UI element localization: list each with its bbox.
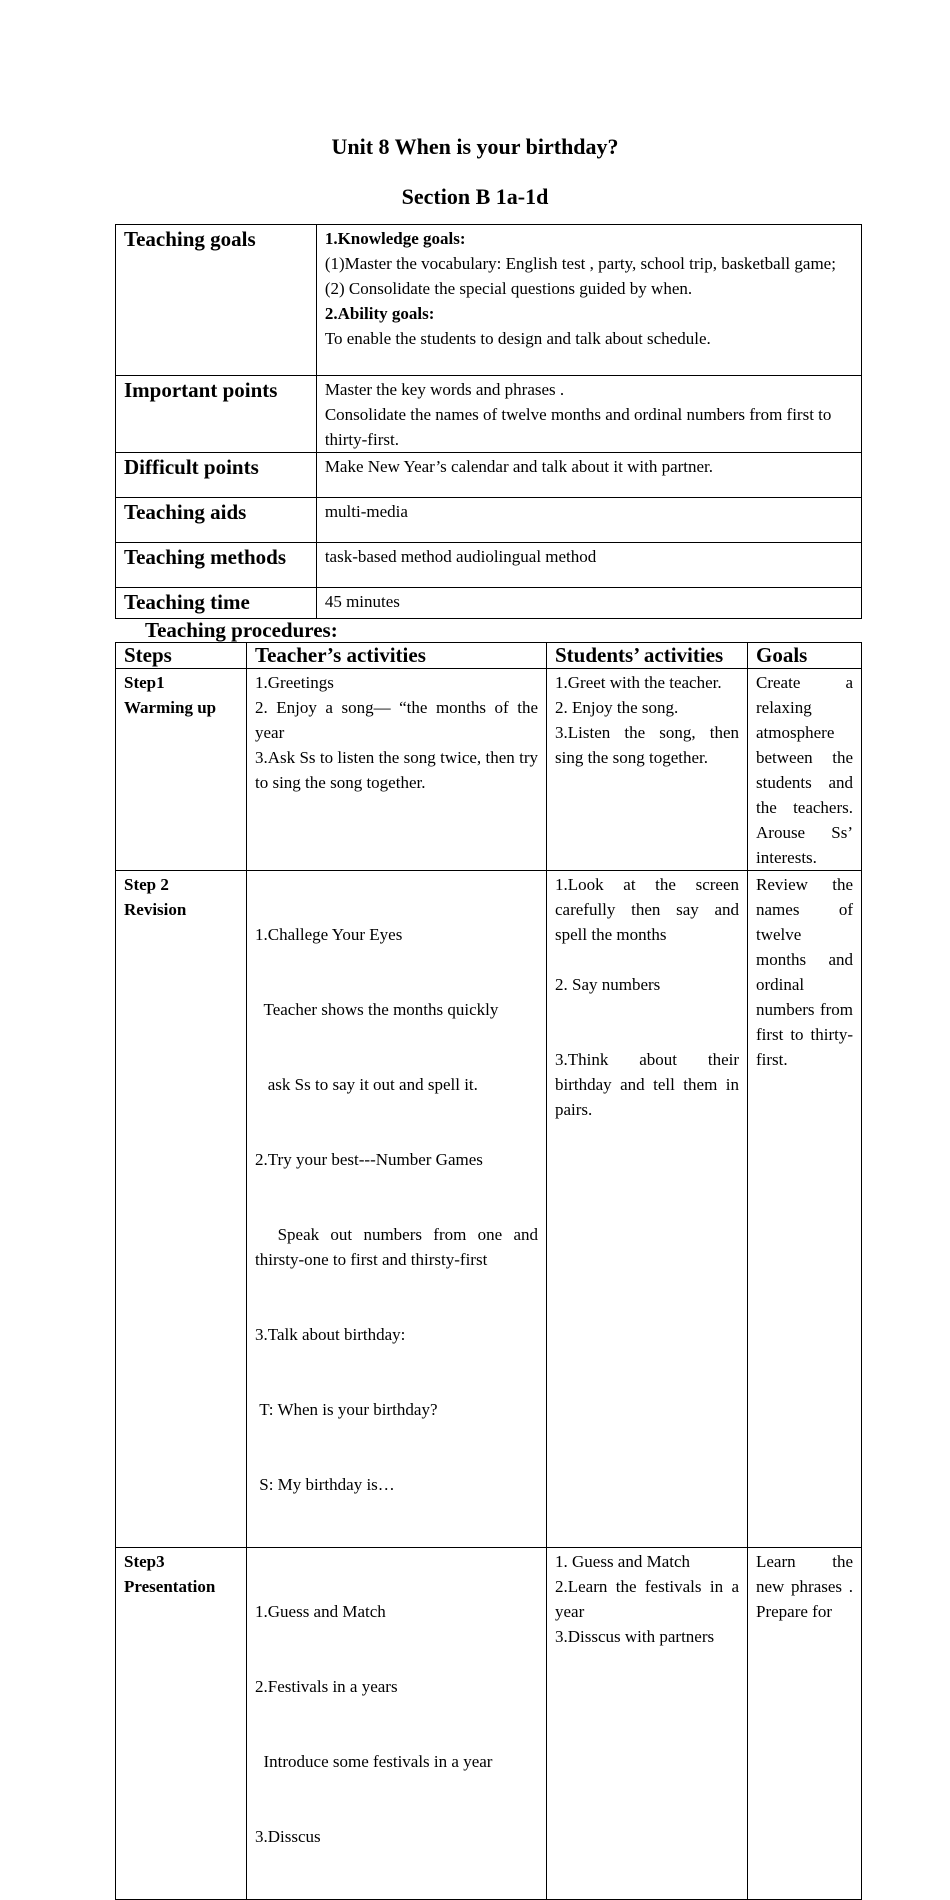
table-row xyxy=(116,1548,862,1900)
column-header-students: Students’ activities xyxy=(547,643,748,669)
teacher-activity: 2. Enjoy a song— “the months of the year xyxy=(255,698,538,742)
teaching-goals-content xyxy=(316,225,861,376)
student-activity: 3.Think about their birthday and tell them in pairs. xyxy=(555,1050,739,1119)
step-name: Revision xyxy=(124,900,187,919)
teacher-activity: 2.Try your best---Number Games xyxy=(255,1150,483,1169)
table-row xyxy=(116,376,862,453)
step-number: Step1 xyxy=(124,673,165,692)
teacher-activity: 3.Disscus xyxy=(255,1827,321,1846)
important-point-1: Master the key words and phrases . xyxy=(324,380,565,399)
table-row xyxy=(116,669,862,871)
teacher-activities-cell xyxy=(247,669,547,871)
teacher-activity: 3.Ask Ss to listen the song twice, then try to sing the song together. xyxy=(255,748,538,792)
table-row xyxy=(116,543,862,588)
teaching-methods-content: task-based method audiolingual method xyxy=(316,543,861,588)
student-activity: 2. Enjoy the song. xyxy=(555,698,679,717)
step-cell xyxy=(116,871,247,1548)
column-header-goals: Goals xyxy=(748,643,862,669)
teacher-activity: 3.Talk about birthday: xyxy=(255,1325,406,1344)
student-activity: 3.Listen the song, then sing the song together. xyxy=(555,723,739,767)
column-header-steps: Steps xyxy=(116,643,247,669)
important-points-label: Important points xyxy=(116,376,317,453)
student-activity: 1.Greet with the teacher. xyxy=(555,673,722,692)
teacher-activities-cell xyxy=(247,1548,547,1900)
student-activities-cell xyxy=(547,871,748,1548)
header-row xyxy=(116,643,862,669)
knowledge-goals-heading: 1.Knowledge goals: xyxy=(324,229,466,248)
student-activities-cell xyxy=(547,1548,748,1900)
teacher-activity: Introduce some festivals in a year xyxy=(255,1752,493,1771)
teacher-activity: Speak out numbers from one and thirsty-one to first and thirsty-first xyxy=(255,1225,543,1269)
teaching-time-label: Teaching time xyxy=(116,588,317,619)
important-point-2: Consolidate the names of twelve months and ordinal numbers from first to thirty-first. xyxy=(324,405,832,449)
teacher-activity: ask Ss to say it out and spell it. xyxy=(255,1075,478,1094)
step-number: Step3 xyxy=(124,1552,165,1571)
goals-cell: Create a relaxing atmosphere between the students and the teachers. Arouse Ss’ interests. xyxy=(748,669,862,871)
student-activities-cell xyxy=(547,669,748,871)
step-cell xyxy=(116,669,247,871)
goals-cell: Review the names of twelve months and ordinal numbers from first to thirty-first. xyxy=(748,871,862,1548)
student-activity: 2.Learn the festivals in a year xyxy=(555,1577,739,1621)
teacher-activity: S: My birthday is… xyxy=(255,1475,395,1494)
section-subtitle: Section B 1a-1d xyxy=(401,184,549,209)
teacher-activity: 1.Greetings xyxy=(255,673,334,692)
table-row xyxy=(116,498,862,543)
teacher-activity: 2.Festivals in a years xyxy=(255,1677,398,1696)
teacher-activity: Teacher shows the months quickly xyxy=(255,1000,499,1019)
teaching-time-content: 45 minutes xyxy=(316,588,861,619)
procedures-heading: Teaching procedures: xyxy=(145,618,338,642)
teaching-methods-label: Teaching methods xyxy=(116,543,317,588)
teacher-activities-cell xyxy=(247,871,547,1548)
difficult-points-label: Difficult points xyxy=(116,453,317,498)
table-row xyxy=(116,453,862,498)
important-points-content xyxy=(316,376,861,453)
page-title: Unit 8 When is your birthday? xyxy=(331,134,619,159)
step-name: Presentation xyxy=(124,1577,216,1596)
teacher-activity: 1.Guess and Match xyxy=(255,1602,386,1621)
column-header-teacher: Teacher’s activities xyxy=(247,643,547,669)
knowledge-goal-2: (2) Consolidate the special questions guided by when. xyxy=(324,279,693,298)
teacher-activity: 1.Challege Your Eyes xyxy=(255,925,403,944)
student-activity: 1.Look at the screen carefully then say and spell the months xyxy=(555,875,739,944)
table-row xyxy=(116,225,862,376)
teaching-goals-label: Teaching goals xyxy=(116,225,317,376)
procedures-table xyxy=(115,642,862,1900)
teaching-aids-content: multi-media xyxy=(316,498,861,543)
table-row xyxy=(116,871,862,1548)
difficult-points-content: Make New Year’s calendar and talk about it with partner. xyxy=(316,453,861,498)
student-activity: 2. Say numbers xyxy=(555,975,661,994)
teacher-activity: T: When is your birthday? xyxy=(255,1400,438,1419)
table-row xyxy=(116,588,862,619)
step-name: Warming up xyxy=(124,698,217,717)
goals-cell: Learn the new phrases . Prepare for xyxy=(748,1548,862,1900)
ability-goals-heading: 2.Ability goals: xyxy=(324,304,435,323)
student-activity: 1. Guess and Match xyxy=(555,1552,691,1571)
step-cell xyxy=(116,1548,247,1900)
lesson-info-table xyxy=(115,224,862,619)
student-activity: 3.Disscus with partners xyxy=(555,1627,715,1646)
ability-goal-1: To enable the students to design and talk about schedule. xyxy=(324,329,711,348)
teaching-aids-label: Teaching aids xyxy=(116,498,317,543)
step-number: Step 2 xyxy=(124,875,169,894)
knowledge-goal-1: (1)Master the vocabulary: English test , party, school trip, basketball game; xyxy=(324,254,836,273)
